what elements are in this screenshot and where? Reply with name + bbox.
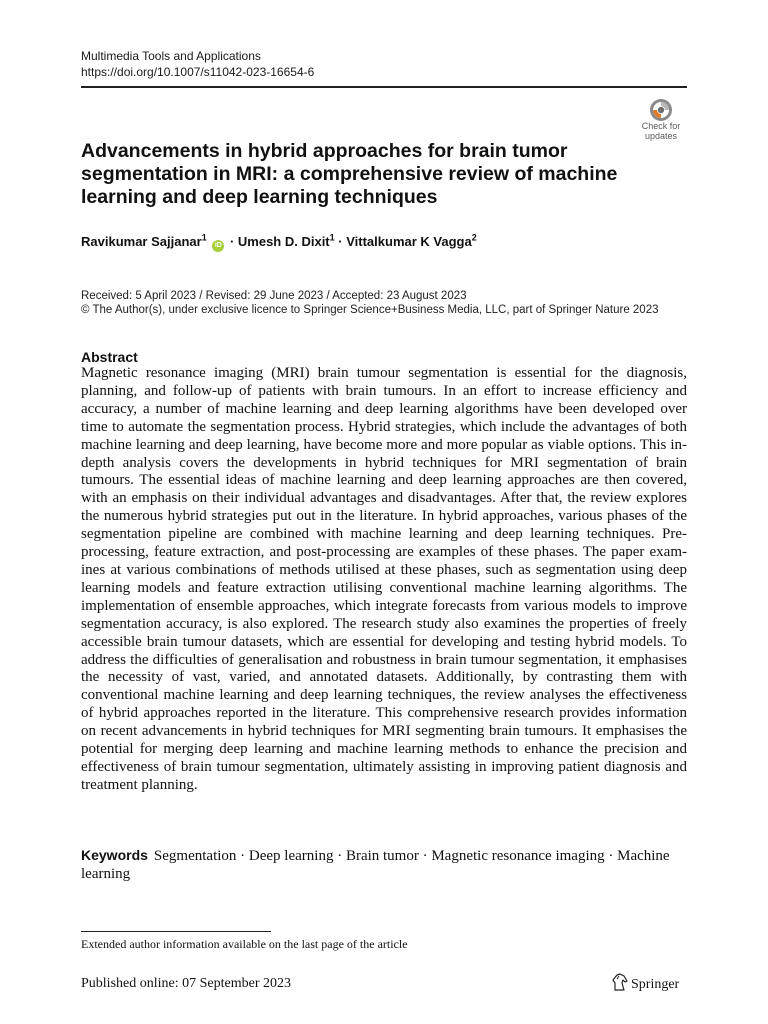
author-affiliation: 1 (201, 232, 207, 243)
journal-header (81, 48, 314, 80)
keywords-label: Keywords (81, 847, 148, 863)
springer-logo[interactable] (612, 973, 679, 993)
header-rule (81, 86, 687, 88)
footnote-rule (81, 931, 271, 932)
footnote: Extended author information available on the last page of the article (81, 937, 408, 951)
author-affiliation: 2 (471, 232, 477, 243)
copyright-notice: © The Author(s), under exclusive licence to Springer Science+Business Media, LLC, part of Springer Nature 2023 (81, 304, 659, 316)
author-affiliation: 1 (329, 232, 335, 243)
abstract-text: Magnetic resonance imaging (MRI) brain tumour segmentation is essential for the diagnosis, planning, and follow-up of patients with brain tumours. In an effort to increase efficiency and accuracy, a number of machine learning and deep learning algorithms have been developed over time to automate the segmentation process. Hybrid strategies, which include the advantages of both machine learning and deep learning, have become more and more popular as viable options. This in-depth analysis covers the developments in hybrid techniques for MRI segmentation of brain tumours. The essential ideas of machine learning and deep learning approaches are then covered, with an emphasis on their individual advantages and disadvantages. After that, the review explores the numerous hybrid strategies put out in the literature. In hybrid approaches, various phases of the segmentation pipeline are combined with machine learning and deep learning techniques. Pre-processing, feature extraction, and post-processing are examples of these phases. The paper examines at various combinations of methods utilised at these phases, such as segmentation using deep learning models and feature extraction utilising conventional machine learning algorithms. The implementation of ensemble approaches, which integrate forecasts from various models to improve segmentation accuracy, is also explored. The research study also examines the properties of freely accessible brain tumour datasets, which are essential for developing and testing hybrid models. To address the difficulties of generalisation and robustness in brain tumour segmentation, it emphasises the necessity of vast, varied, and annotated datasets. Additionally, by contrasting them with conventional machine learning and deep learning techniques, the review analyses the effectiveness of hybrid approaches reported in the literature. This comprehensive research provides information on recent advancements in hybrid techniques for MRI segmenting brain tumours. It emphasises the potential for merging deep learning and machine learning methods to enhance the precision and effectiveness of brain tumour segmentation, ultimately assisting in improving patient diagnosis and treatment planning. (81, 365, 687, 793)
abstract-heading: Abstract (81, 349, 138, 365)
doi-link[interactable]: https://doi.org/10.1007/s11042-023-16654-6 (81, 65, 315, 79)
check-for-updates-label: Check for updates (641, 121, 681, 141)
keywords (81, 846, 687, 883)
author-name[interactable]: Umesh D. Dixit (237, 234, 330, 249)
author-list: Ravikumar Sajjanar$^1$ iD · Umesh D. Dixit$^1$ · Vittalkumar K Vagga$^2$ (81, 233, 477, 252)
author-name[interactable]: Vittalkumar K Vagga (346, 234, 472, 249)
published-date: Published online: 07 September 2023 (81, 976, 291, 991)
keywords-list: Segmentation · Deep learning · Brain tumor · Magnetic resonance imaging · Machine learning (81, 848, 670, 882)
article-title: Advancements in hybrid approaches for brain tumor segmentation in MRI: a comprehensive review of machine learning and deep learning techniques (81, 140, 618, 208)
author-name[interactable]: Ravikumar Sajjanar (81, 234, 202, 249)
check-for-updates-badge[interactable] (634, 98, 688, 144)
article-dates: Received: 5 April 2023 / Revised: 29 June 2023 / Accepted: 23 August 2023 (81, 290, 467, 302)
springer-horse-icon (612, 973, 628, 996)
orcid-icon[interactable]: iD (212, 240, 224, 252)
journal-name: Multimedia Tools and Applications (81, 49, 261, 63)
publisher-name: Springer (631, 976, 680, 992)
